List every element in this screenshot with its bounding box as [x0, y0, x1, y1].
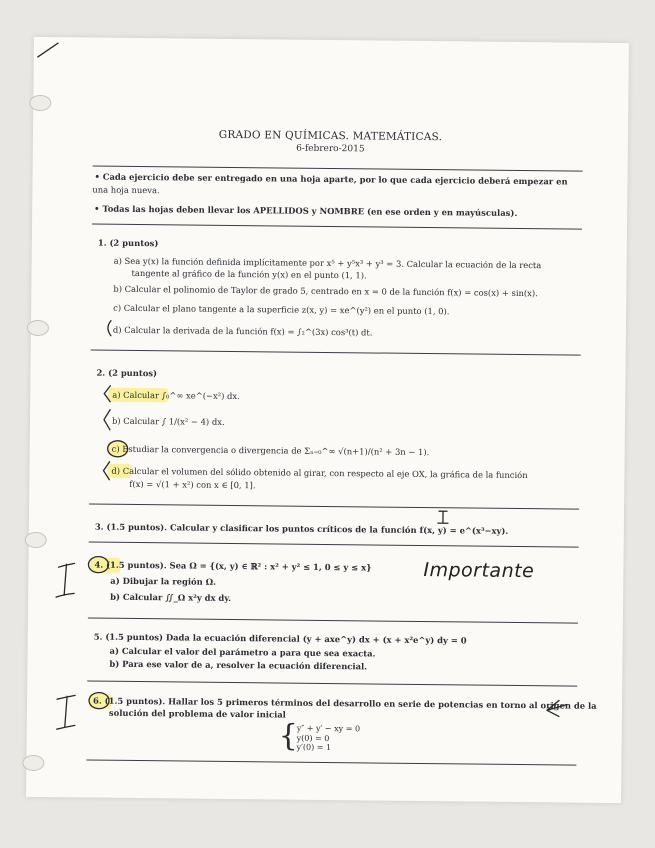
- problem-1c: c) Calcular el plano tangente a la superficie z(x, y) = xe^(y²) en el punto (1, 0).: [113, 302, 450, 317]
- problem-5a: a) Calcular el valor del parámetro a para que sea exacta.: [109, 645, 376, 659]
- problem-2d: d) Calcular el volumen del sólido obtenido al girar, con respecto al eje OX, la gráfica de la función: [111, 465, 528, 481]
- pen-bracket-2d: [103, 462, 109, 480]
- handwritten-note: Importante: [423, 559, 535, 583]
- problem-1a: a) Sea y(x) la función definida implícitamente por x⁵ + y⁵x³ + y³ = 3. Calcular la ecuación de la recta: [113, 255, 542, 271]
- problem-4a: a) Dibujar la región Ω.: [110, 575, 217, 587]
- problem-5-heading: 5. (1.5 puntos) Dada la ecuación diferencial (y + axe^y) dx + (x + x²e^y) dy = 0: [93, 631, 467, 646]
- problem-2a: a) Calcular ∫₀^∞ xe^(−x²) dx.: [112, 389, 240, 402]
- pen-circle-2c: [108, 441, 128, 457]
- problem-1b: b) Calcular el polinomio de Taylor de grado 5, centrado en x = 0 de la función f(x) = cos(x) + sin(x).: [113, 283, 538, 299]
- pen-slash-mark: [38, 43, 58, 57]
- pen-marks: [26, 37, 629, 803]
- page-title: GRADO EN QUÍMICAS. MATEMÁTICAS.: [218, 128, 443, 144]
- exam-date: 6-febrero-2015: [296, 143, 365, 155]
- ivp-equation: y″ + y′ − xy = 0: [296, 723, 361, 734]
- pen-circle-6: [89, 693, 109, 709]
- pen-letter-i-6: [57, 695, 75, 729]
- brace-symbol: {: [278, 718, 298, 754]
- problem-2-heading: 2. (2 puntos): [96, 367, 158, 379]
- problem-1d: d) Calcular la derivada de la función f(x) = ∫₂^(3x) cos³(t) dt.: [112, 324, 373, 338]
- pen-bracket-2a: [104, 386, 110, 402]
- problem-2d-cont: f(x) = √(1 + x²) con x ∈ [0, 1].: [129, 478, 256, 491]
- pen-letter-i-small: [438, 511, 448, 523]
- instruction-line: • Todas las hojas deben llevar los APELLIDOS y NOMBRE (en ese orden y en mayúsculas).: [94, 203, 518, 218]
- problem-1-heading: 1. (2 puntos): [97, 237, 159, 249]
- problem-6-heading-cont: solución del problema de valor inicial: [108, 707, 286, 720]
- problem-1a-cont: tangente al gráfico de la función y(x) en el punto (1, 1).: [131, 267, 367, 281]
- pen-arrow: [547, 700, 567, 716]
- problem-5b: b) Para ese valor de a, resolver la ecuación diferencial.: [109, 658, 368, 672]
- exam-sheet: [26, 37, 629, 803]
- problem-4b: b) Calcular ∬_Ω x²y dx dy.: [110, 591, 232, 603]
- ivp-condition: y(0) = 0: [296, 733, 330, 743]
- problem-2b: b) Calcular ∫ 1/(x² − 4) dx.: [111, 415, 225, 427]
- ivp-condition: y′(0) = 1: [296, 742, 332, 753]
- instruction-line: • Cada ejercicio debe ser entregado en una hoja aparte, por lo que cada ejercicio deberá empezar en: [94, 171, 568, 187]
- problem-6-heading: 6. (1.5 puntos). Hallar los 5 primeros términos del desarrollo en serie de potencias en torno al origen de la: [92, 695, 597, 711]
- pen-bracket-2b: [104, 410, 110, 430]
- problem-2c: c) Estudiar la convergencia o divergencia de Σₙ₌₀^∞ √(n+1)/(n² + 3n − 1).: [111, 443, 430, 458]
- pen-bracket-1d: [108, 321, 111, 336]
- problem-3: 3. (1.5 puntos). Calcular y clasificar los puntos críticos de la función f(x, y) = e^(x³−xy).: [94, 521, 509, 536]
- instruction-line: una hoja nueva.: [92, 184, 160, 196]
- pen-letter-i-4: [56, 563, 74, 597]
- pen-circle-4: [88, 557, 108, 573]
- problem-4-heading: 4. (1.5 puntos). Sea Ω = {(x, y) ∈ ℝ² : x² + y² ≤ 1, 0 ≤ y ≤ x}: [94, 559, 372, 573]
